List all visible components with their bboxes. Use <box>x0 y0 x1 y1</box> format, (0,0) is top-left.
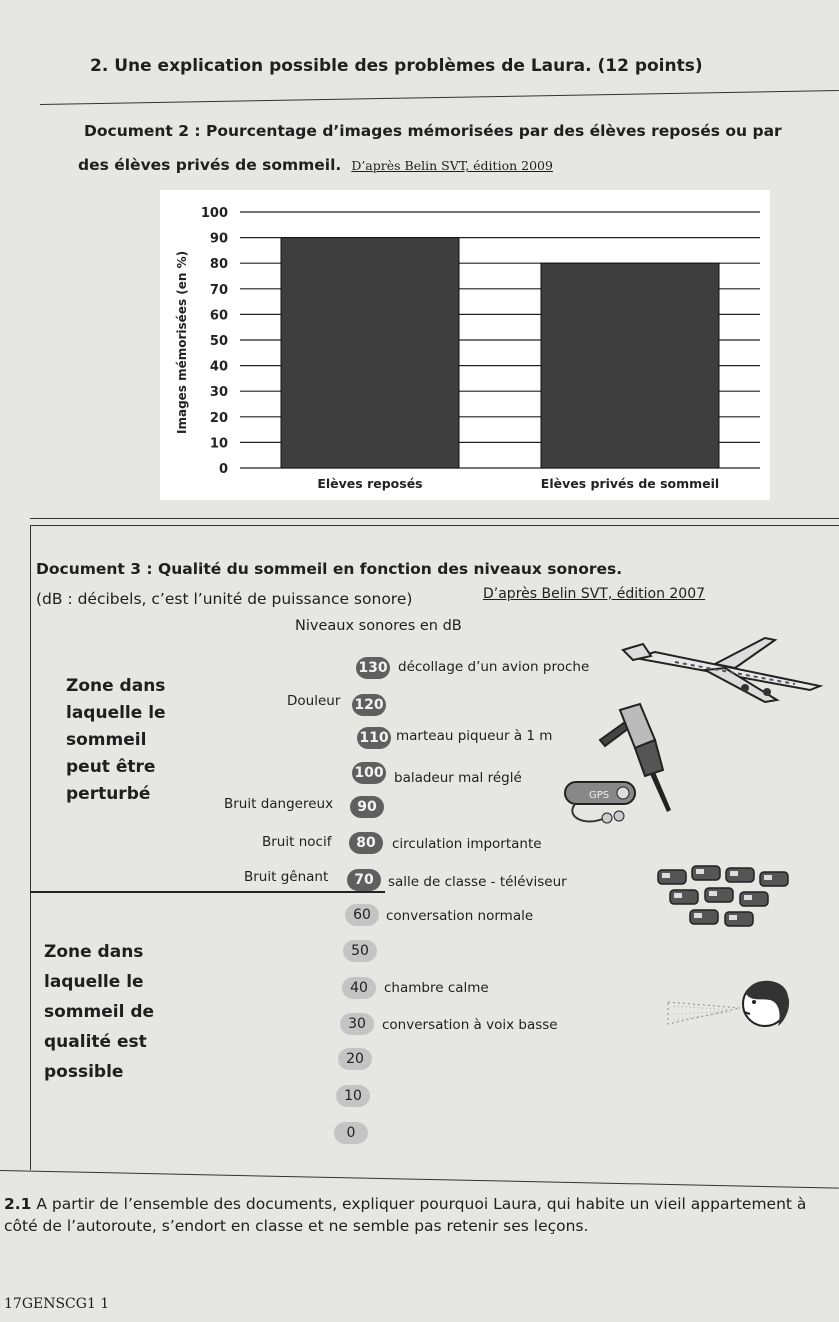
chart-y-tick-label: 10 <box>209 436 228 452</box>
category-bruit-nocif: Bruit nocif <box>262 834 332 850</box>
zone-quality-sleep <box>44 937 154 1087</box>
zone-bottom-line: Zone dans <box>44 942 144 962</box>
chart-category-label: Elèves reposés <box>317 476 423 491</box>
zone-divider <box>30 891 385 893</box>
memorisation-bar-chart <box>160 190 770 500</box>
level-80: 80 <box>349 832 383 854</box>
doc3-title: Document 3 : Qualité du sommeil en fonction des niveaux sonores. <box>36 560 623 578</box>
doc3-subtitle: (dB : décibels, c’est l’unité de puissance sonore) <box>36 590 413 608</box>
zone-sleep-disturbed <box>66 673 166 808</box>
chart-category-label: Elèves privés de sommeil <box>540 476 720 491</box>
zone-top-line: laquelle le <box>66 703 166 723</box>
level-120: 120 <box>352 694 386 716</box>
desc-100: baladeur mal réglé <box>394 770 522 786</box>
airplane-icon <box>615 630 835 710</box>
desc-70: salle de classe - téléviseur <box>388 874 567 890</box>
doc2-title-line2 <box>78 156 553 174</box>
category-bruit-dangereux: Bruit dangereux <box>224 796 334 812</box>
desc-110: marteau piqueur à 1 m <box>396 728 553 744</box>
doc2-bottom-rule <box>30 518 839 519</box>
chart-y-tick-label: 20 <box>209 410 228 426</box>
level-130: 130 <box>356 657 390 679</box>
question-text: A partir de l’ensemble des documents, expliquer pourquoi Laura, qui habite un vieil appartement à côté de l’autoroute, s’endort en classe et ne semble pas retenir ses leçons. <box>4 1195 807 1235</box>
zone-top-line: sommeil <box>66 730 147 750</box>
zone-bottom-line: sommeil de <box>44 1002 155 1022</box>
zone-top-line: perturbé <box>66 784 151 804</box>
chart-y-tick-label: 50 <box>209 334 228 349</box>
doc3-source: D’après Belin SVT, édition 2007 <box>483 586 706 602</box>
level-60: 60 <box>345 904 379 926</box>
level-110: 110 <box>357 727 391 749</box>
traffic-cars-icon <box>650 860 800 935</box>
zone-top-line: Zone dans <box>66 676 166 696</box>
doc3-bottom-rule <box>0 1170 839 1189</box>
sound-scale-heading: Niveaux sonores en dB <box>295 618 462 634</box>
section-title: 2. Une explication possible des problèmes de Laura. (12 points) <box>90 56 703 76</box>
zone-top-line: peut être <box>66 757 156 777</box>
desc-40: chambre calme <box>384 980 489 996</box>
zone-bottom-line: possible <box>44 1062 124 1082</box>
category-douleur: Douleur <box>287 693 341 709</box>
chart-y-tick-label: 100 <box>200 206 228 221</box>
level-0: 0 <box>334 1122 368 1144</box>
zone-bottom-line: qualité est <box>44 1032 147 1052</box>
chart-bar <box>281 238 459 468</box>
doc3-top-rule <box>30 525 839 526</box>
level-10: 10 <box>336 1085 370 1107</box>
level-30: 30 <box>340 1013 374 1035</box>
question-2-1 <box>4 1193 839 1237</box>
chart-y-tick-label: 70 <box>209 282 228 298</box>
desc-30: conversation à voix basse <box>382 1017 558 1033</box>
chart-y-tick-label: 60 <box>209 308 228 324</box>
chart-y-tick-label: 90 <box>209 231 228 247</box>
chart-y-tick-label: 80 <box>209 257 228 273</box>
player-screen-label: GPS <box>589 790 610 801</box>
level-70: 70 <box>347 869 381 891</box>
music-player-icon <box>555 772 665 832</box>
desc-80: circulation importante <box>392 836 542 852</box>
desc-60: conversation normale <box>386 908 534 924</box>
category-bruit-genant: Bruit gênant <box>244 869 329 885</box>
chart-y-tick-label: 0 <box>218 462 228 477</box>
doc3-left-rule <box>30 525 31 1170</box>
level-90: 90 <box>350 796 384 818</box>
whispering-person-icon <box>660 972 800 1047</box>
level-100: 100 <box>352 762 386 784</box>
doc2-top-rule <box>40 90 839 105</box>
doc2-source: D’après Belin SVT, édition 2009 <box>351 158 553 173</box>
doc2-title: Document 2 : Pourcentage d’images mémorisées par des élèves reposés ou par <box>84 122 782 140</box>
desc-130: décollage d’un avion proche <box>398 659 590 675</box>
zone-bottom-line: laquelle le <box>44 972 144 992</box>
level-20: 20 <box>338 1048 372 1070</box>
chart-y-tick-label: 40 <box>209 359 228 375</box>
page-code: 17GENSCG1 1 <box>4 1296 110 1312</box>
level-50: 50 <box>343 940 377 962</box>
level-40: 40 <box>342 977 376 999</box>
chart-bar <box>541 263 719 468</box>
chart-y-tick-label: 30 <box>209 385 228 401</box>
doc2-title-second-line: des élèves privés de sommeil. <box>78 156 342 174</box>
chart-y-axis-label: Images mémorisées (en %) <box>175 250 189 434</box>
question-number: 2.1 <box>4 1195 32 1213</box>
